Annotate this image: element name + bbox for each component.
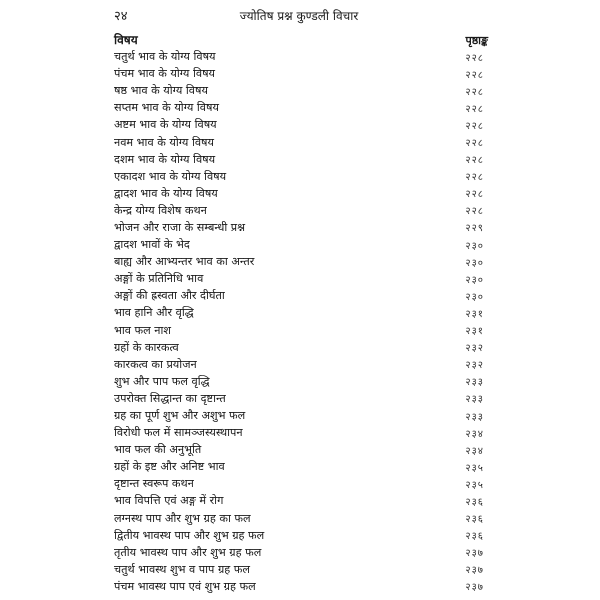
entry-page-number: २२८	[465, 52, 484, 64]
entry-page-number: २३३	[465, 411, 484, 423]
page-column-heading: पृष्ठाङ्क	[465, 34, 488, 47]
entry-title: द्वितीय भावस्थ पाप और शुभ ग्रह फल	[114, 528, 265, 542]
contents-entry	[114, 168, 484, 185]
entry-title: भोजन और राजा के सम्बन्धी प्रश्न	[114, 220, 246, 234]
page-number: २४	[114, 9, 128, 24]
contents-entry	[114, 424, 484, 441]
entry-page-number: २३७	[465, 565, 484, 577]
contents-entry	[114, 510, 484, 527]
contents-entry	[114, 202, 484, 219]
entry-page-number: २३६	[465, 514, 484, 526]
contents-entry	[114, 561, 484, 578]
entry-title: भाव विपत्ति एवं अङ्ग में रोग	[114, 494, 224, 508]
entry-page-number: २३१	[465, 326, 484, 338]
contents-entry	[114, 339, 484, 356]
entry-page-number: २२८	[465, 138, 484, 150]
contents-entry	[114, 65, 484, 82]
contents-list	[114, 48, 484, 595]
contents-entry	[114, 99, 484, 116]
entry-title: द्वादश भाव के योग्य विषय	[114, 186, 218, 200]
page-header	[114, 6, 484, 28]
contents-entry	[114, 458, 484, 475]
contents-entry	[114, 441, 484, 458]
entry-title: बाह्य और आभ्यन्तर भाव का अन्तर	[114, 255, 255, 269]
entry-page-number: २३५	[465, 479, 484, 491]
entry-title: सप्तम भाव के योग्य विषय	[114, 101, 219, 115]
running-title: ज्योतिष प्रश्न कुण्डली विचार	[239, 9, 359, 23]
entry-title: ग्रह का पूर्ण शुभ और अशुभ फल	[114, 409, 246, 423]
entry-page-number: २२८	[465, 172, 484, 184]
contents-entry	[114, 356, 484, 373]
entry-page-number: २३७	[465, 548, 484, 560]
entry-title: लग्नस्थ पाप और शुभ ग्रह का फल	[114, 511, 251, 525]
contents-entry	[114, 492, 484, 509]
entry-page-number: २३१	[465, 308, 484, 320]
entry-page-number: २२९	[465, 223, 484, 235]
entry-title: भाव फल की अनुभूति	[114, 443, 202, 457]
entry-title: चतुर्थ भावस्थ शुभ व पाप ग्रह फल	[114, 562, 250, 576]
entry-title: भाव हानि और वृद्धि	[114, 306, 194, 320]
contents-entry	[114, 133, 484, 150]
entry-page-number: २३४	[465, 428, 484, 440]
entry-page-number: २२८	[465, 120, 484, 132]
contents-entry	[114, 151, 484, 168]
contents-entry	[114, 116, 484, 133]
entry-page-number: २३६	[465, 496, 484, 508]
entry-title: भाव फल नाश	[114, 323, 172, 337]
entry-title: कारकत्व का प्रयोजन	[114, 357, 197, 371]
entry-title: द्वादश भावों के भेद	[114, 238, 190, 252]
entry-page-number: २३३	[465, 377, 484, 389]
contents-entry	[114, 82, 484, 99]
entry-page-number: २३०	[465, 257, 484, 269]
contents-entry	[114, 48, 484, 65]
entry-page-number: २३२	[465, 343, 484, 355]
contents-entry	[114, 219, 484, 236]
entry-title: षष्ठ भाव के योग्य विषय	[114, 84, 208, 98]
contents-entry	[114, 544, 484, 561]
entry-page-number: २२८	[465, 69, 484, 81]
entry-title: केन्द्र योग्य विशेष कथन	[114, 203, 207, 217]
entry-page-number: २३२	[465, 360, 484, 372]
entry-title: पंचम भावस्थ पाप एवं शुभ ग्रह फल	[114, 579, 256, 593]
contents-entry	[114, 390, 484, 407]
entry-title: ग्रहों के इष्ट और अनिष्ट भाव	[114, 460, 225, 474]
contents-entry	[114, 373, 484, 390]
entry-title: अङ्गों की ह्रस्वता और दीर्घता	[114, 289, 225, 303]
contents-entry	[114, 407, 484, 424]
contents-entry	[114, 185, 484, 202]
entry-title: उपरोक्त सिद्धान्त का दृष्टान्त	[114, 391, 226, 405]
entry-title: विरोधी फल में सामञ्जस्यस्थापन	[114, 426, 243, 440]
contents-entry	[114, 253, 484, 270]
entry-page-number: २२८	[465, 189, 484, 201]
entry-title: शुभ और पाप फल वृद्धि	[114, 374, 210, 388]
entry-title: पंचम भाव के योग्य विषय	[114, 67, 216, 81]
contents-entry	[114, 527, 484, 544]
entry-page-number: २३०	[465, 291, 484, 303]
contents-entry	[114, 475, 484, 492]
entry-title: अङ्गों के प्रतिनिधि भाव	[114, 272, 204, 286]
entry-title: एकादश भाव के योग्य विषय	[114, 169, 227, 183]
entry-page-number: २२८	[465, 86, 484, 98]
entry-title: तृतीय भावस्थ पाप और शुभ ग्रह फल	[114, 545, 262, 559]
entry-title: दशम भाव के योग्य विषय	[114, 152, 216, 166]
contents-entry	[114, 304, 484, 321]
contents-entry	[114, 578, 484, 595]
entry-page-number: २२८	[465, 155, 484, 167]
contents-entry	[114, 287, 484, 304]
contents-entry	[114, 236, 484, 253]
contents-entry	[114, 270, 484, 287]
entry-page-number: २३०	[465, 274, 484, 286]
entry-title: चतुर्थ भाव के योग्य विषय	[114, 50, 216, 64]
entry-title: दृष्टान्त स्वरूप कथन	[114, 477, 194, 491]
entry-title: ग्रहों के कारकत्व	[114, 340, 179, 354]
entry-title: अष्टम भाव के योग्य विषय	[114, 118, 217, 132]
entry-page-number: २३५	[465, 462, 484, 474]
entry-page-number: २२८	[465, 206, 484, 218]
column-headers	[114, 28, 488, 48]
entry-page-number: २३४	[465, 445, 484, 457]
entry-page-number: २३६	[465, 531, 484, 543]
entry-title: नवम भाव के योग्य विषय	[114, 135, 215, 149]
entry-page-number: २३३	[465, 394, 484, 406]
subject-column-heading: विषय	[114, 33, 138, 47]
entry-page-number: २२८	[465, 103, 484, 115]
entry-page-number: २३७	[465, 582, 484, 594]
entry-page-number: २३०	[465, 240, 484, 252]
contents-entry	[114, 322, 484, 339]
